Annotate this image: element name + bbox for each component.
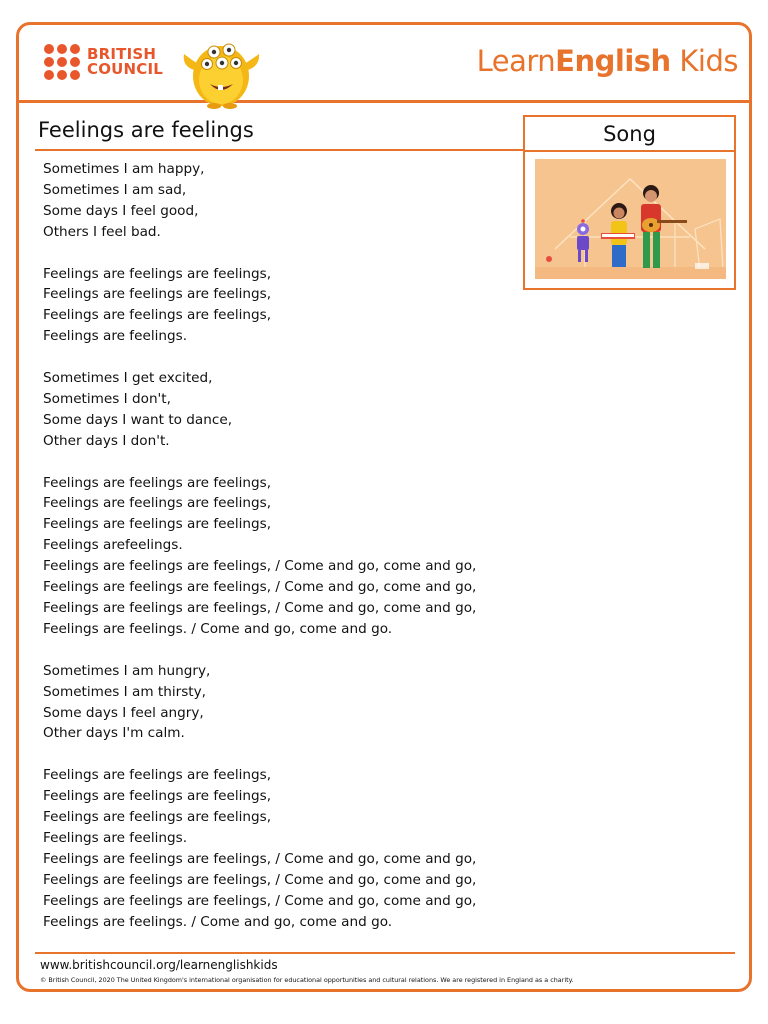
stanza-1 [43, 159, 513, 243]
header-divider [19, 100, 749, 103]
lyric-line: Feelings are feelings are feelings, / Come and go, come and go, [43, 599, 477, 616]
footer-url[interactable]: www.britishcouncil.org/learnenglishkids [40, 958, 278, 972]
lyric-line: Feelings are feelings are feelings, / Come and go, come and go, [43, 850, 477, 867]
song-label: Song [525, 117, 734, 152]
lyric-line: Sometimes I don't, [43, 390, 171, 407]
lyric-line: Feelings are feelings. [43, 328, 188, 345]
lyric-line: Feelings are feelings are feelings, [43, 767, 272, 784]
lyric-line: Feelings are feelings are feelings, [43, 265, 272, 282]
title-underline [35, 149, 525, 151]
monster-mascot-icon [176, 30, 266, 110]
lyric-line: Feelings are feelings are feelings, [43, 307, 272, 324]
stanza-5 [43, 661, 513, 745]
lyric-line: Sometimes I am sad, [43, 181, 187, 198]
lyric-line: Feelings are feelings are feelings, / Come and go, come and go, [43, 892, 477, 909]
lyric-line: Feelings are feelings. [43, 829, 188, 846]
british-council-dots-icon [44, 44, 80, 80]
stanza-3 [43, 368, 513, 452]
lyric-line: Some days I want to dance, [43, 411, 233, 428]
lyric-line: Other days I don't. [43, 432, 170, 449]
footer-divider [35, 952, 735, 954]
lyric-line: Feelings are feelings are feelings, [43, 516, 272, 533]
british-council-wordmark: BRITISH COUNCIL [87, 45, 164, 78]
lyric-line: Feelings are feelings are feelings, / Come and go, come and go, [43, 558, 477, 575]
stanza-6 [43, 765, 513, 932]
lyric-line: Feelings are feelings are feelings, / Come and go, come and go, [43, 579, 477, 596]
lyric-line: Sometimes I am thirsty, [43, 683, 206, 700]
lyric-line: Sometimes I am hungry, [43, 662, 211, 679]
lyric-line: Feelings are feelings are feelings, [43, 788, 272, 805]
stanza-4 [43, 473, 513, 640]
lyric-line: Other days I'm calm. [43, 725, 185, 742]
lyric-line: Sometimes I am happy, [43, 161, 205, 177]
song-panel [523, 115, 736, 290]
lyric-line: Feelings are feelings. / Come and go, come and go. [43, 913, 393, 930]
lyric-line: Some days I feel angry, [43, 704, 204, 721]
lyric-line: Others I feel bad. [43, 223, 161, 240]
lyric-line: Feelings are feelings are feelings, / Come and go, come and go, [43, 871, 477, 888]
footer-copyright: © British Council, 2020 The United Kingdom's international organisation for educational opportunities and cultural relations. We are registered in England as a charity. [40, 976, 574, 984]
lyric-line: Feelings are feelings. / Come and go, come and go. [43, 620, 393, 637]
lyric-line: Sometimes I get excited, [43, 370, 213, 387]
british-council-logo [44, 44, 163, 80]
lyric-line: Feelings arefeelings. [43, 537, 183, 554]
lyric-line: Some days I feel good, [43, 202, 199, 219]
page-title: Feelings are feelings [38, 118, 254, 142]
lyric-line: Feelings are feelings are feelings, [43, 474, 272, 491]
lyric-line: Feelings are feelings are feelings, [43, 495, 272, 512]
lyric-line: Feelings are feelings are feelings, [43, 286, 272, 303]
learnenglish-kids-logo: LearnEnglish Kids [476, 44, 738, 78]
stanza-2 [43, 264, 513, 348]
song-illustration [535, 159, 726, 279]
song-lyrics [43, 159, 513, 953]
lyric-line: Feelings are feelings are feelings, [43, 809, 272, 826]
